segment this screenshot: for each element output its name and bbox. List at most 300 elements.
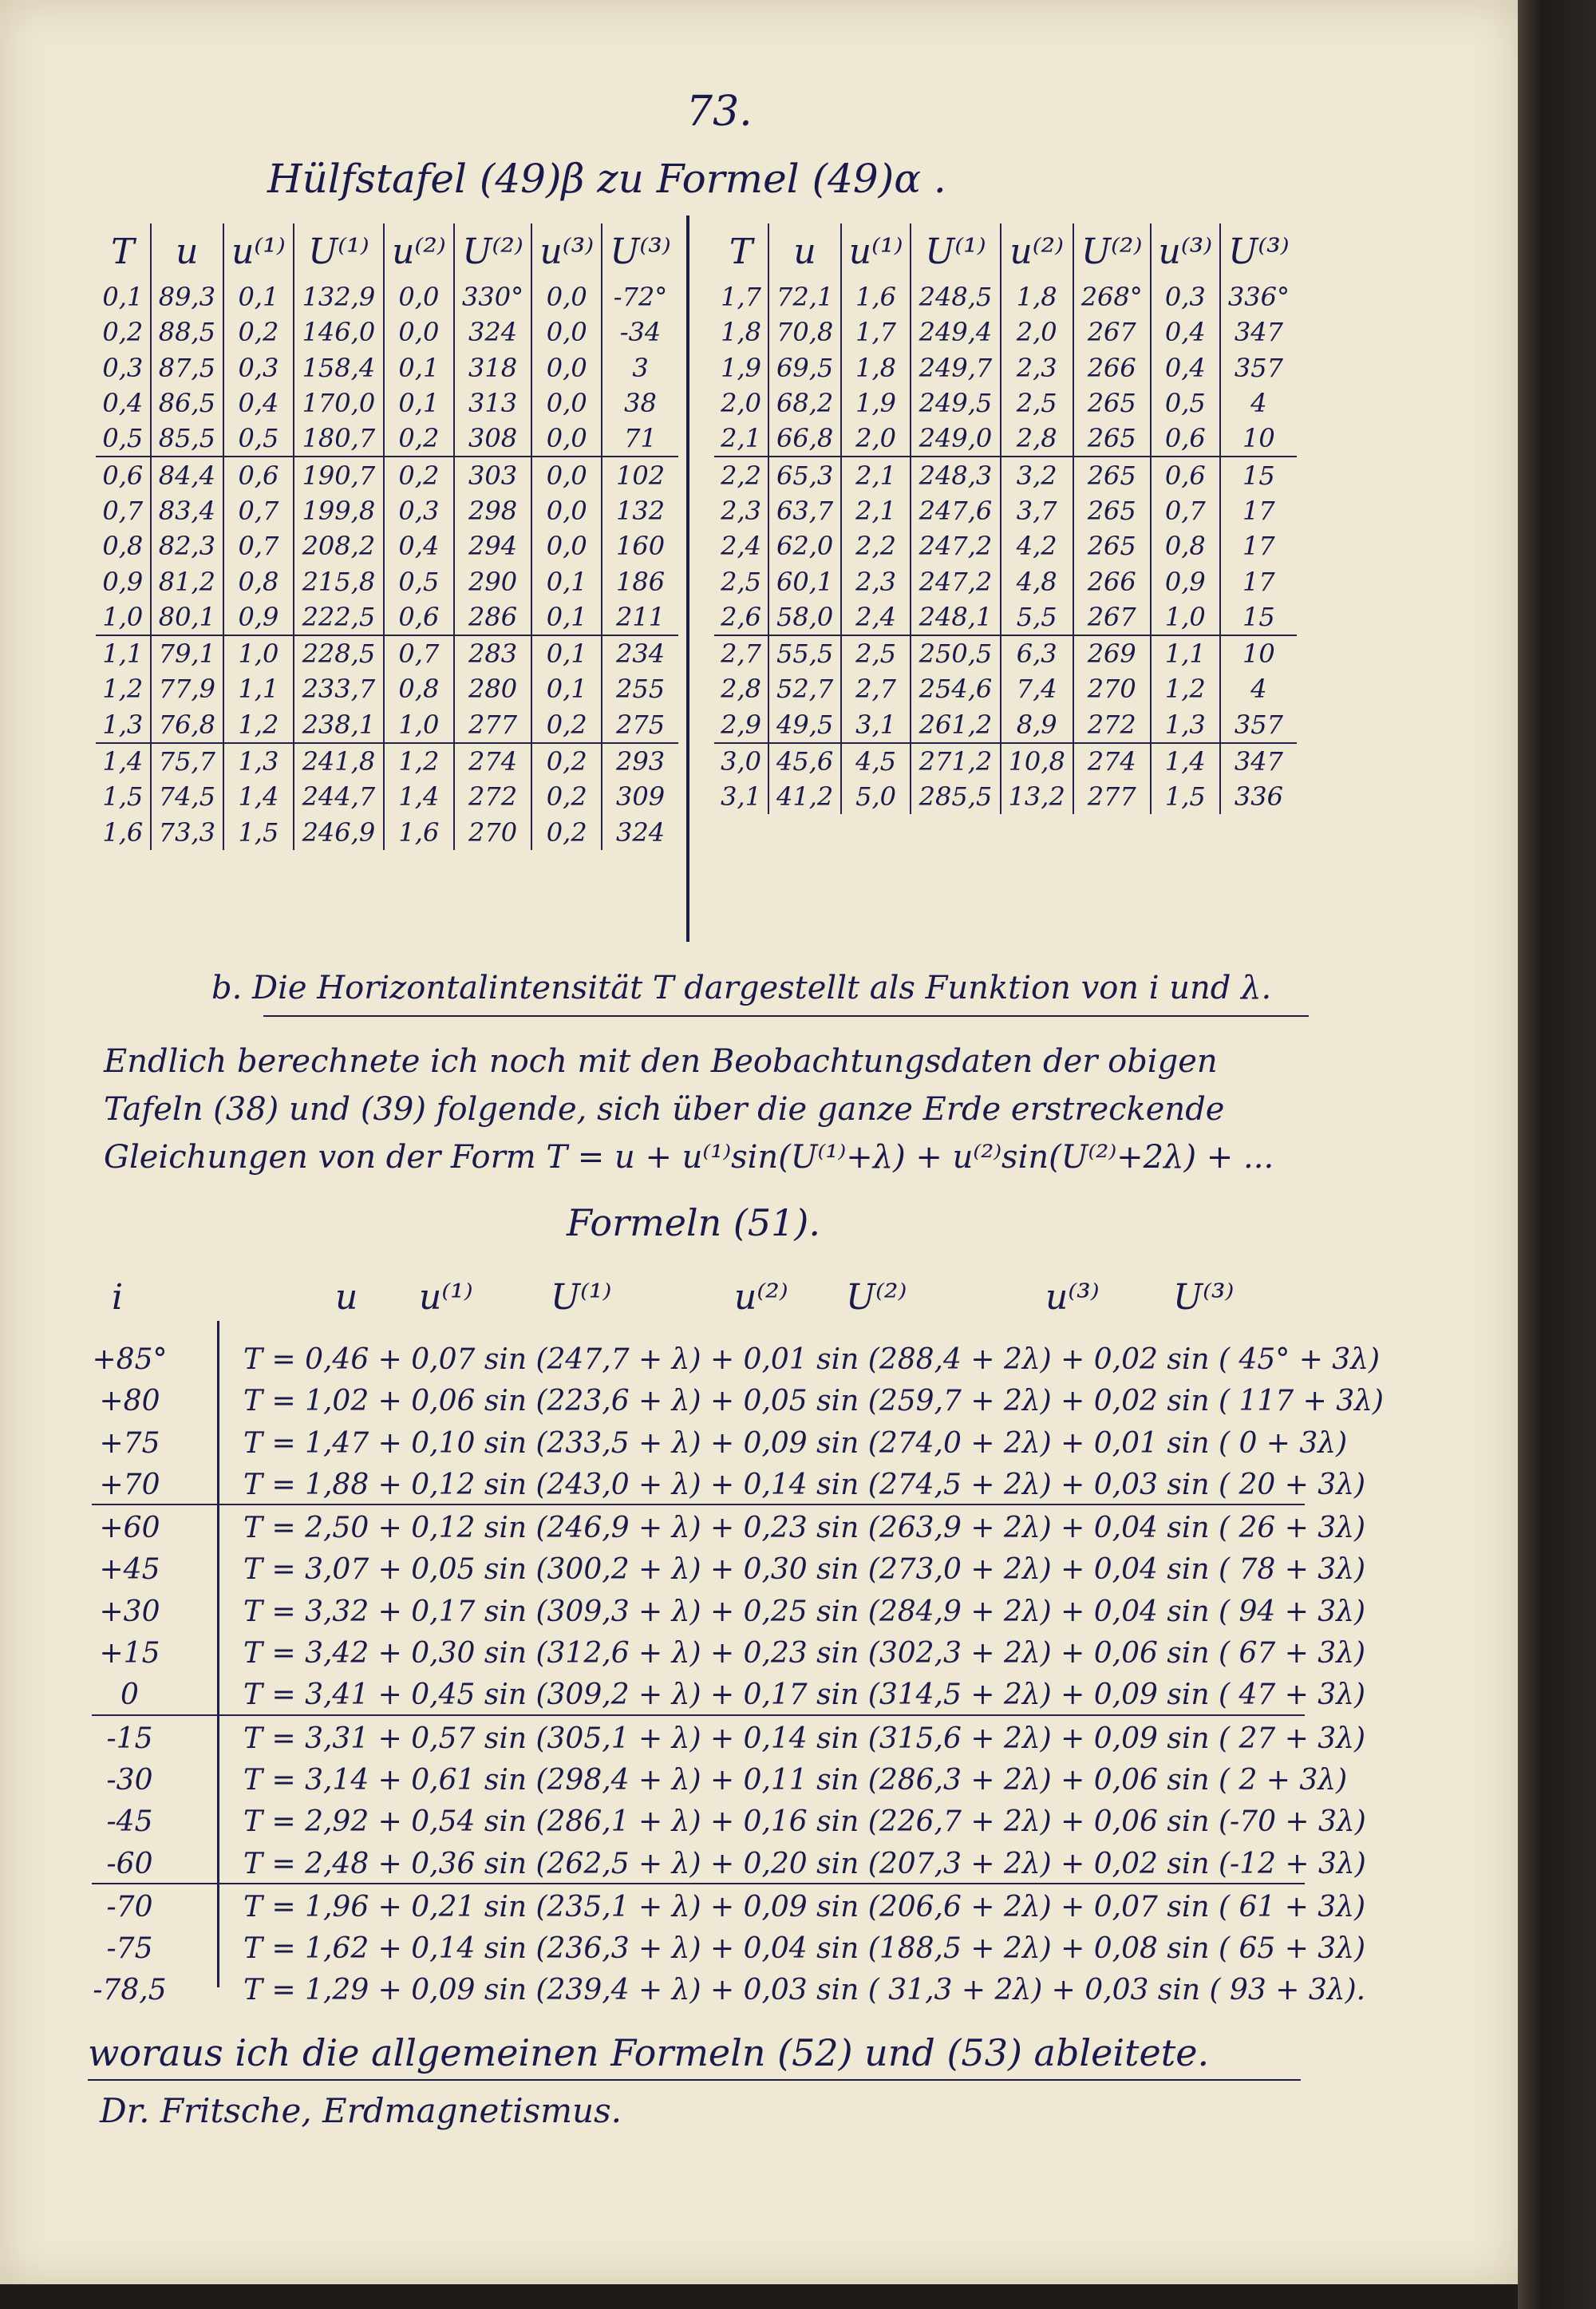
aux-table-cell: 0,9: [223, 599, 294, 635]
aux-table-cell: 1,7: [841, 314, 911, 350]
aux-table-cell: 0,2: [384, 421, 454, 457]
aux-table-cell: 81,2: [151, 563, 224, 599]
aux-table-row: [96, 421, 678, 457]
aux-table-cell: 2,8: [721, 674, 762, 705]
aux-table-cell: 73,3: [151, 814, 224, 849]
aux-table-cell: 84,4: [151, 457, 224, 492]
intro-line: Tafeln (38) und (39) folgende, sich über die ganze Erde erstreckende: [104, 1091, 1225, 1128]
aux-header-cell: u⁽²⁾: [1001, 223, 1073, 279]
aux-table-cell: 2,5: [1001, 385, 1073, 421]
aux-table-cell: 0,9: [1151, 563, 1220, 599]
aux-table-row: [714, 528, 1297, 563]
aux-table-cell: 0,8: [102, 531, 144, 562]
aux-table-cell: 228,5: [294, 635, 384, 671]
aux-table-cell: 247,6: [911, 493, 1001, 528]
aux-table-cell: 69,5: [768, 350, 841, 385]
aux-header-cell: u: [768, 223, 841, 279]
aux-table-cell: 38: [602, 385, 678, 421]
aux-table-row: [714, 635, 1297, 671]
aux-left-header: [96, 223, 678, 279]
aux-table-cell: 1,5: [223, 814, 294, 849]
aux-table-cell: 87,5: [151, 350, 224, 385]
formula-equation: T = 3,32 + 0,17 sin (309,3 + λ) + 0,25 sin (284,9 + 2λ) + 0,04 sin ( 94 + 3λ): [243, 1595, 1366, 1628]
aux-header-cell: U⁽³⁾: [1220, 223, 1297, 279]
aux-table-cell: 5,5: [1001, 599, 1073, 635]
aux-table-cell: 247,2: [911, 563, 1001, 599]
formula-row: [92, 1378, 1384, 1420]
formula-equation: T = 2,50 + 0,12 sin (246,9 + λ) + 0,23 sin (263,9 + 2λ) + 0,04 sin ( 26 + 3λ): [243, 1512, 1366, 1545]
aux-table-row: [714, 671, 1297, 706]
aux-table-cell: 41,2: [768, 779, 841, 814]
aux-table-cell: 0,7: [1151, 493, 1220, 528]
aux-table-cell: 285,5: [911, 779, 1001, 814]
aux-table-cell: 241,8: [294, 743, 384, 779]
aux-table-cell: 0,4: [102, 388, 144, 419]
aux-table-cell: 265: [1073, 457, 1151, 492]
aux-table-cell: 0,2: [384, 457, 454, 492]
aux-table-cell: 4,2: [1001, 528, 1073, 563]
aux-table-cell: -34: [602, 314, 678, 350]
aux-table-cell: 270: [454, 814, 532, 849]
aux-table-cell: 0,3: [384, 493, 454, 528]
formulas-title: Formeln (51).: [567, 1201, 820, 1244]
aux-table-cell: 3,7: [1001, 493, 1073, 528]
formula-inclination: -70: [106, 1890, 153, 1924]
aux-table-cell: 60,1: [768, 563, 841, 599]
aux-table-cell: 186: [602, 563, 678, 599]
header-u: u: [335, 1277, 358, 1318]
aux-table-cell: 3,0: [714, 743, 768, 779]
aux-table-cell: 158,4: [294, 350, 384, 385]
aux-table-cell: 75,7: [151, 743, 224, 779]
aux-table-cell: 0,7: [102, 495, 144, 526]
aux-table-cell: 0,3: [102, 352, 144, 383]
aux-table-cell: 0,0: [531, 457, 602, 492]
aux-table-cell: 13,2: [1001, 779, 1073, 814]
aux-table-cell: 1,0: [223, 635, 294, 671]
aux-table-cell: 0,0: [531, 385, 602, 421]
aux-table-cell: 255: [602, 671, 678, 706]
aux-table-cell: 0,2: [531, 743, 602, 779]
intro-line: Gleichungen von der Form T = u + u⁽¹⁾sin(U⁽¹⁾+λ) + u⁽²⁾sin(U⁽²⁾+2λ) + ...: [104, 1139, 1274, 1176]
aux-table-cell: 80,1: [151, 599, 224, 635]
aux-table-cell: 1,1: [1151, 635, 1220, 671]
aux-table-cell: 2,5: [721, 566, 762, 597]
aux-right-body: [714, 279, 1297, 814]
signature: Dr. Fritsche, Erdmagnetismus.: [100, 2091, 622, 2130]
aux-table-cell: 0,1: [223, 279, 294, 314]
aux-table-divider: [686, 215, 689, 942]
aux-table-cell: 88,5: [151, 314, 224, 350]
aux-table-cell: 102: [602, 457, 678, 492]
aux-table-cell: 10: [1220, 635, 1297, 671]
formula-inclination: +75: [99, 1426, 160, 1460]
aux-table-cell: 2,9: [721, 709, 762, 740]
aux-table-row: [96, 563, 678, 599]
aux-table-cell: 283: [454, 635, 532, 671]
aux-table-cell: 79,1: [151, 635, 224, 671]
aux-table-cell: 3,1: [841, 707, 911, 743]
aux-header-cell: U⁽¹⁾: [294, 223, 384, 279]
aux-table-cell: 1,0: [1151, 599, 1220, 635]
aux-table-cell: 65,3: [768, 457, 841, 492]
aux-table-title: Hülfstafel (49)β zu Formel (49)α .: [267, 156, 946, 202]
aux-table-cell: 1,0: [384, 707, 454, 743]
aux-table-cell: 74,5: [151, 779, 224, 814]
aux-table-cell: 17: [1220, 563, 1297, 599]
aux-table-cell: 1,2: [1151, 671, 1220, 706]
aux-table-cell: 0,4: [1151, 350, 1220, 385]
aux-table-row: [714, 493, 1297, 528]
formula-equation: T = 2,48 + 0,36 sin (262,5 + λ) + 0,20 sin (207,3 + 2λ) + 0,02 sin (-12 + 3λ): [243, 1847, 1366, 1880]
aux-table-cell: 347: [1220, 743, 1297, 779]
formula-list: [92, 1337, 1384, 2010]
aux-table-cell: 309: [602, 779, 678, 814]
book-bottom-edge: [0, 2284, 1518, 2309]
formula-row: [92, 1799, 1366, 1840]
aux-table-row: [96, 707, 678, 743]
aux-table-cell: 261,2: [911, 707, 1001, 743]
aux-table-cell: 248,3: [911, 457, 1001, 492]
aux-table-cell: 0,1: [531, 671, 602, 706]
aux-header-cell: u⁽¹⁾: [841, 223, 911, 279]
aux-table-cell: 2,1: [721, 423, 762, 454]
formula-inclination: +15: [99, 1637, 160, 1670]
aux-table-row: [714, 385, 1297, 421]
aux-table-row: [714, 599, 1297, 635]
aux-table-cell: 160: [602, 528, 678, 563]
aux-table-cell: 86,5: [151, 385, 224, 421]
formula-equation: T = 1,62 + 0,14 sin (236,3 + λ) + 0,04 sin (188,5 + 2λ) + 0,08 sin ( 65 + 3λ): [243, 1932, 1366, 1966]
aux-table-cell: 1,2: [102, 674, 144, 705]
aux-table-cell: 0,2: [102, 317, 144, 348]
formula-equation: T = 3,31 + 0,57 sin (305,1 + λ) + 0,14 sin (315,6 + 2λ) + 0,09 sin ( 27 + 3λ): [243, 1722, 1366, 1755]
aux-table-right: [714, 223, 1297, 814]
aux-table-cell: 1,1: [223, 671, 294, 706]
formula-row: [92, 1337, 1381, 1378]
aux-table-cell: 290: [454, 563, 532, 599]
formula-inclination: +45: [99, 1553, 160, 1587]
aux-table-cell: 1,7: [721, 282, 762, 313]
aux-table-cell: 52,7: [768, 671, 841, 706]
formula-inclination: +60: [99, 1512, 160, 1545]
header-u2: u⁽²⁾: [734, 1277, 788, 1318]
aux-table-cell: 0,7: [223, 528, 294, 563]
aux-table-cell: 268°: [1073, 279, 1151, 314]
aux-table-cell: 330°: [454, 279, 532, 314]
aux-table-cell: 208,2: [294, 528, 384, 563]
aux-table-cell: 294: [454, 528, 532, 563]
aux-table-cell: 0,5: [384, 563, 454, 599]
aux-table-cell: 1,6: [384, 814, 454, 849]
aux-table-cell: 0,0: [531, 528, 602, 563]
aux-table-cell: 1,1: [96, 635, 151, 671]
aux-table-row: [96, 528, 678, 563]
aux-header-row: [96, 223, 678, 279]
aux-table-cell: 2,5: [841, 635, 911, 671]
aux-table-cell: 1,8: [1001, 279, 1073, 314]
formula-equation: T = 1,29 + 0,09 sin (239,4 + λ) + 0,03 sin ( 31,3 + 2λ) + 0,03 sin ( 93 + 3λ).: [243, 1974, 1366, 2007]
aux-table-cell: 1,5: [1151, 779, 1220, 814]
aux-table-cell: 286: [454, 599, 532, 635]
aux-table-cell: 0,6: [223, 457, 294, 492]
formula-row: [92, 1631, 1366, 1672]
aux-table-cell: 265: [1073, 385, 1151, 421]
aux-table-cell: 0,6: [384, 599, 454, 635]
aux-table-row: [714, 314, 1297, 350]
aux-table-cell: 0,9: [102, 566, 144, 597]
aux-left-body: [96, 279, 678, 850]
aux-table-cell: 83,4: [151, 493, 224, 528]
aux-table-row: [714, 779, 1297, 814]
aux-table-cell: 68,2: [768, 385, 841, 421]
aux-table-cell: 0,3: [1151, 279, 1220, 314]
aux-table-cell: 6,3: [1001, 635, 1073, 671]
aux-table-cell: 17: [1220, 528, 1297, 563]
aux-table-cell: 293: [602, 743, 678, 779]
aux-table-row: [96, 814, 678, 849]
aux-table-cell: 347: [1220, 314, 1297, 350]
formula-equation: T = 1,96 + 0,21 sin (235,1 + λ) + 0,09 sin (206,6 + 2λ) + 0,07 sin ( 61 + 3λ): [243, 1890, 1366, 1924]
aux-table-cell: 0,6: [1151, 457, 1220, 492]
aux-table-cell: 1,8: [721, 317, 762, 348]
aux-table-cell: 2,0: [1001, 314, 1073, 350]
aux-table-row: [714, 563, 1297, 599]
formula-inclination: -30: [106, 1763, 153, 1797]
page-number: 73.: [686, 88, 753, 136]
aux-table-cell: 246,9: [294, 814, 384, 849]
aux-table-cell: 1,2: [384, 743, 454, 779]
aux-table-row: [714, 350, 1297, 385]
formula-inclination: +70: [99, 1468, 160, 1501]
formula-row: [92, 1926, 1366, 1967]
aux-table-cell: 55,5: [768, 635, 841, 671]
formula-equation: T = 3,42 + 0,30 sin (312,6 + λ) + 0,23 sin (302,3 + 2λ) + 0,06 sin ( 67 + 3λ): [243, 1637, 1366, 1670]
aux-table-cell: 0,0: [384, 314, 454, 350]
aux-table-cell: 265: [1073, 421, 1151, 457]
formula-equation: T = 1,02 + 0,06 sin (223,6 + λ) + 0,05 sin (259,7 + 2λ) + 0,02 sin ( 117 + 3λ): [243, 1385, 1384, 1418]
aux-table-cell: 0,5: [223, 421, 294, 457]
aux-table-cell: 267: [1073, 314, 1151, 350]
aux-table-cell: 267: [1073, 599, 1151, 635]
aux-table-cell: 89,3: [151, 279, 224, 314]
formula-inclination: 0: [120, 1678, 139, 1712]
aux-table-cell: 0,2: [223, 314, 294, 350]
aux-header-cell: u⁽³⁾: [531, 223, 602, 279]
aux-table-cell: 2,1: [841, 493, 911, 528]
aux-table-cell: 1,4: [384, 779, 454, 814]
aux-table-cell: 2,2: [841, 528, 911, 563]
aux-table-cell: 0,0: [531, 350, 602, 385]
aux-table-row: [714, 457, 1297, 492]
formula-inclination: -78,5: [93, 1974, 167, 2007]
aux-table-cell: 4: [1220, 385, 1297, 421]
formula-row: [92, 1841, 1366, 1883]
formula-inclination: -45: [106, 1805, 153, 1839]
aux-table-cell: 0,6: [96, 457, 151, 492]
aux-table-cell: 2,0: [721, 388, 762, 419]
aux-table-row: [714, 707, 1297, 743]
aux-table-cell: 63,7: [768, 493, 841, 528]
closing-underline: [88, 2079, 1301, 2081]
aux-table-cell: 0,0: [531, 493, 602, 528]
aux-table-cell: 0,1: [102, 282, 144, 313]
aux-table-cell: 15: [1220, 457, 1297, 492]
aux-table-cell: -72°: [602, 279, 678, 314]
aux-header-cell: U⁽³⁾: [602, 223, 678, 279]
aux-table-cell: 1,3: [1151, 707, 1220, 743]
aux-table-cell: 180,7: [294, 421, 384, 457]
aux-table-cell: 250,5: [911, 635, 1001, 671]
aux-table-cell: 233,7: [294, 671, 384, 706]
aux-table-cell: 298: [454, 493, 532, 528]
aux-table-cell: 85,5: [151, 421, 224, 457]
aux-table-cell: 1,3: [223, 743, 294, 779]
aux-table-cell: 1,5: [102, 781, 144, 812]
formula-row: [92, 1589, 1366, 1631]
aux-header-cell: u: [151, 223, 224, 279]
aux-table-cell: 324: [602, 814, 678, 849]
aux-table-cell: 66,8: [768, 421, 841, 457]
aux-table-cell: 336: [1220, 779, 1297, 814]
formula-equation: T = 3,14 + 0,61 sin (298,4 + λ) + 0,11 sin (286,3 + 2λ) + 0,06 sin ( 2 + 3λ): [243, 1763, 1348, 1797]
aux-table-cell: 0,2: [531, 814, 602, 849]
aux-table-cell: 357: [1220, 350, 1297, 385]
aux-table-cell: 0,7: [223, 493, 294, 528]
aux-table-cell: 247,2: [911, 528, 1001, 563]
aux-table-cell: 0,5: [102, 423, 144, 454]
aux-table-cell: 248,5: [911, 279, 1001, 314]
aux-table-cell: 17: [1220, 493, 1297, 528]
aux-table-left: [96, 223, 678, 850]
aux-table-cell: 3,2: [1001, 457, 1073, 492]
aux-table-row: [96, 779, 678, 814]
aux-table-cell: 190,7: [294, 457, 384, 492]
aux-table-cell: 76,8: [151, 707, 224, 743]
aux-table-cell: 1,4: [96, 743, 151, 779]
aux-table-row: [96, 279, 678, 314]
aux-table-cell: 0,1: [384, 385, 454, 421]
header-U3: U⁽³⁾: [1173, 1277, 1235, 1318]
aux-table-cell: 5,0: [841, 779, 911, 814]
aux-table-cell: 3: [602, 350, 678, 385]
aux-table-cell: 77,9: [151, 671, 224, 706]
aux-table-row: [714, 743, 1297, 779]
aux-table-cell: 4,8: [1001, 563, 1073, 599]
aux-table-cell: 15: [1220, 599, 1297, 635]
formula-inclination: -60: [106, 1847, 153, 1880]
formula-equation: T = 0,46 + 0,07 sin (247,7 + λ) + 0,01 sin (288,4 + 2λ) + 0,02 sin ( 45° + 3λ): [243, 1343, 1381, 1376]
aux-table-cell: 0,1: [531, 563, 602, 599]
aux-table-cell: 1,0: [102, 601, 144, 632]
aux-table-row: [714, 421, 1297, 457]
aux-table-row: [96, 599, 678, 635]
aux-table-cell: 271,2: [911, 743, 1001, 779]
aux-table-cell: 0,8: [384, 671, 454, 706]
aux-header-cell: u⁽¹⁾: [223, 223, 294, 279]
aux-table-cell: 2,3: [1001, 350, 1073, 385]
aux-table-cell: 265: [1073, 528, 1151, 563]
aux-table-cell: 249,5: [911, 385, 1001, 421]
aux-header-cell: U⁽¹⁾: [911, 223, 1001, 279]
closing-line: woraus ich die allgemeinen Formeln (52) und (53) ableitete.: [88, 2031, 1210, 2074]
aux-table-cell: 270: [1073, 671, 1151, 706]
aux-table-cell: 0,4: [384, 528, 454, 563]
formula-equation: T = 3,41 + 0,45 sin (309,2 + λ) + 0,17 sin (314,5 + 2λ) + 0,09 sin ( 47 + 3λ): [243, 1678, 1366, 1712]
aux-table-cell: 0,0: [531, 314, 602, 350]
formula-inclination: +80: [99, 1385, 160, 1418]
aux-table-cell: 0,6: [1151, 421, 1220, 457]
aux-table-cell: 234: [602, 635, 678, 671]
aux-table-cell: 274: [454, 743, 532, 779]
aux-table-cell: 215,8: [294, 563, 384, 599]
aux-header-cell: T: [729, 231, 753, 272]
aux-header-cell: T: [111, 231, 135, 272]
aux-table-cell: 303: [454, 457, 532, 492]
aux-table-cell: 82,3: [151, 528, 224, 563]
formula-row: [92, 1504, 1366, 1547]
formula-equation: T = 3,07 + 0,05 sin (300,2 + λ) + 0,30 sin (273,0 + 2λ) + 0,04 sin ( 78 + 3λ): [243, 1553, 1366, 1587]
aux-table-cell: 2,7: [841, 671, 911, 706]
aux-table-cell: 211: [602, 599, 678, 635]
aux-table-row: [96, 671, 678, 706]
aux-table-cell: 0,4: [223, 385, 294, 421]
aux-table-cell: 62,0: [768, 528, 841, 563]
aux-table-cell: 1,3: [102, 709, 144, 740]
aux-table-cell: 0,4: [1151, 314, 1220, 350]
aux-table-cell: 2,8: [1001, 421, 1073, 457]
aux-header-cell: u⁽³⁾: [1151, 223, 1220, 279]
aux-table-row: [714, 279, 1297, 314]
formula-row: [92, 1672, 1366, 1714]
aux-table-cell: 249,0: [911, 421, 1001, 457]
aux-table-cell: 1,9: [841, 385, 911, 421]
aux-table-cell: 0,1: [384, 350, 454, 385]
aux-table-cell: 45,6: [768, 743, 841, 779]
aux-table-cell: 277: [454, 707, 532, 743]
aux-table-cell: 280: [454, 671, 532, 706]
aux-table-cell: 1,8: [841, 350, 911, 385]
book-spine: [1518, 0, 1596, 2309]
formula-inclination: -75: [106, 1932, 153, 1966]
aux-table-row: [96, 635, 678, 671]
aux-table-cell: 58,0: [768, 599, 841, 635]
formula-inclination: -15: [106, 1722, 153, 1755]
aux-table-cell: 0,2: [531, 779, 602, 814]
aux-table-cell: 313: [454, 385, 532, 421]
aux-table-cell: 199,8: [294, 493, 384, 528]
aux-table-cell: 266: [1073, 350, 1151, 385]
aux-table-cell: 249,7: [911, 350, 1001, 385]
formula-row: [92, 1421, 1348, 1462]
aux-table-cell: 238,1: [294, 707, 384, 743]
section-heading: b. Die Horizontalintensität T dargestellt als Funktion von i und λ.: [211, 970, 1272, 1006]
formula-row: [92, 1714, 1366, 1757]
aux-table-cell: 8,9: [1001, 707, 1073, 743]
formula-row: [92, 1462, 1366, 1504]
aux-table-cell: 2,6: [721, 601, 762, 632]
aux-table-cell: 0,5: [1151, 385, 1220, 421]
aux-table-cell: 244,7: [294, 779, 384, 814]
aux-table-cell: 1,4: [223, 779, 294, 814]
aux-table-cell: 266: [1073, 563, 1151, 599]
aux-table-cell: 0,0: [531, 421, 602, 457]
aux-table-cell: 132: [602, 493, 678, 528]
formula-equation: T = 2,92 + 0,54 sin (286,1 + λ) + 0,16 sin (226,7 + 2λ) + 0,06 sin (-70 + 3λ): [243, 1805, 1366, 1839]
aux-table-cell: 2,3: [841, 563, 911, 599]
aux-table-row: [96, 314, 678, 350]
aux-right-header: [714, 223, 1297, 279]
